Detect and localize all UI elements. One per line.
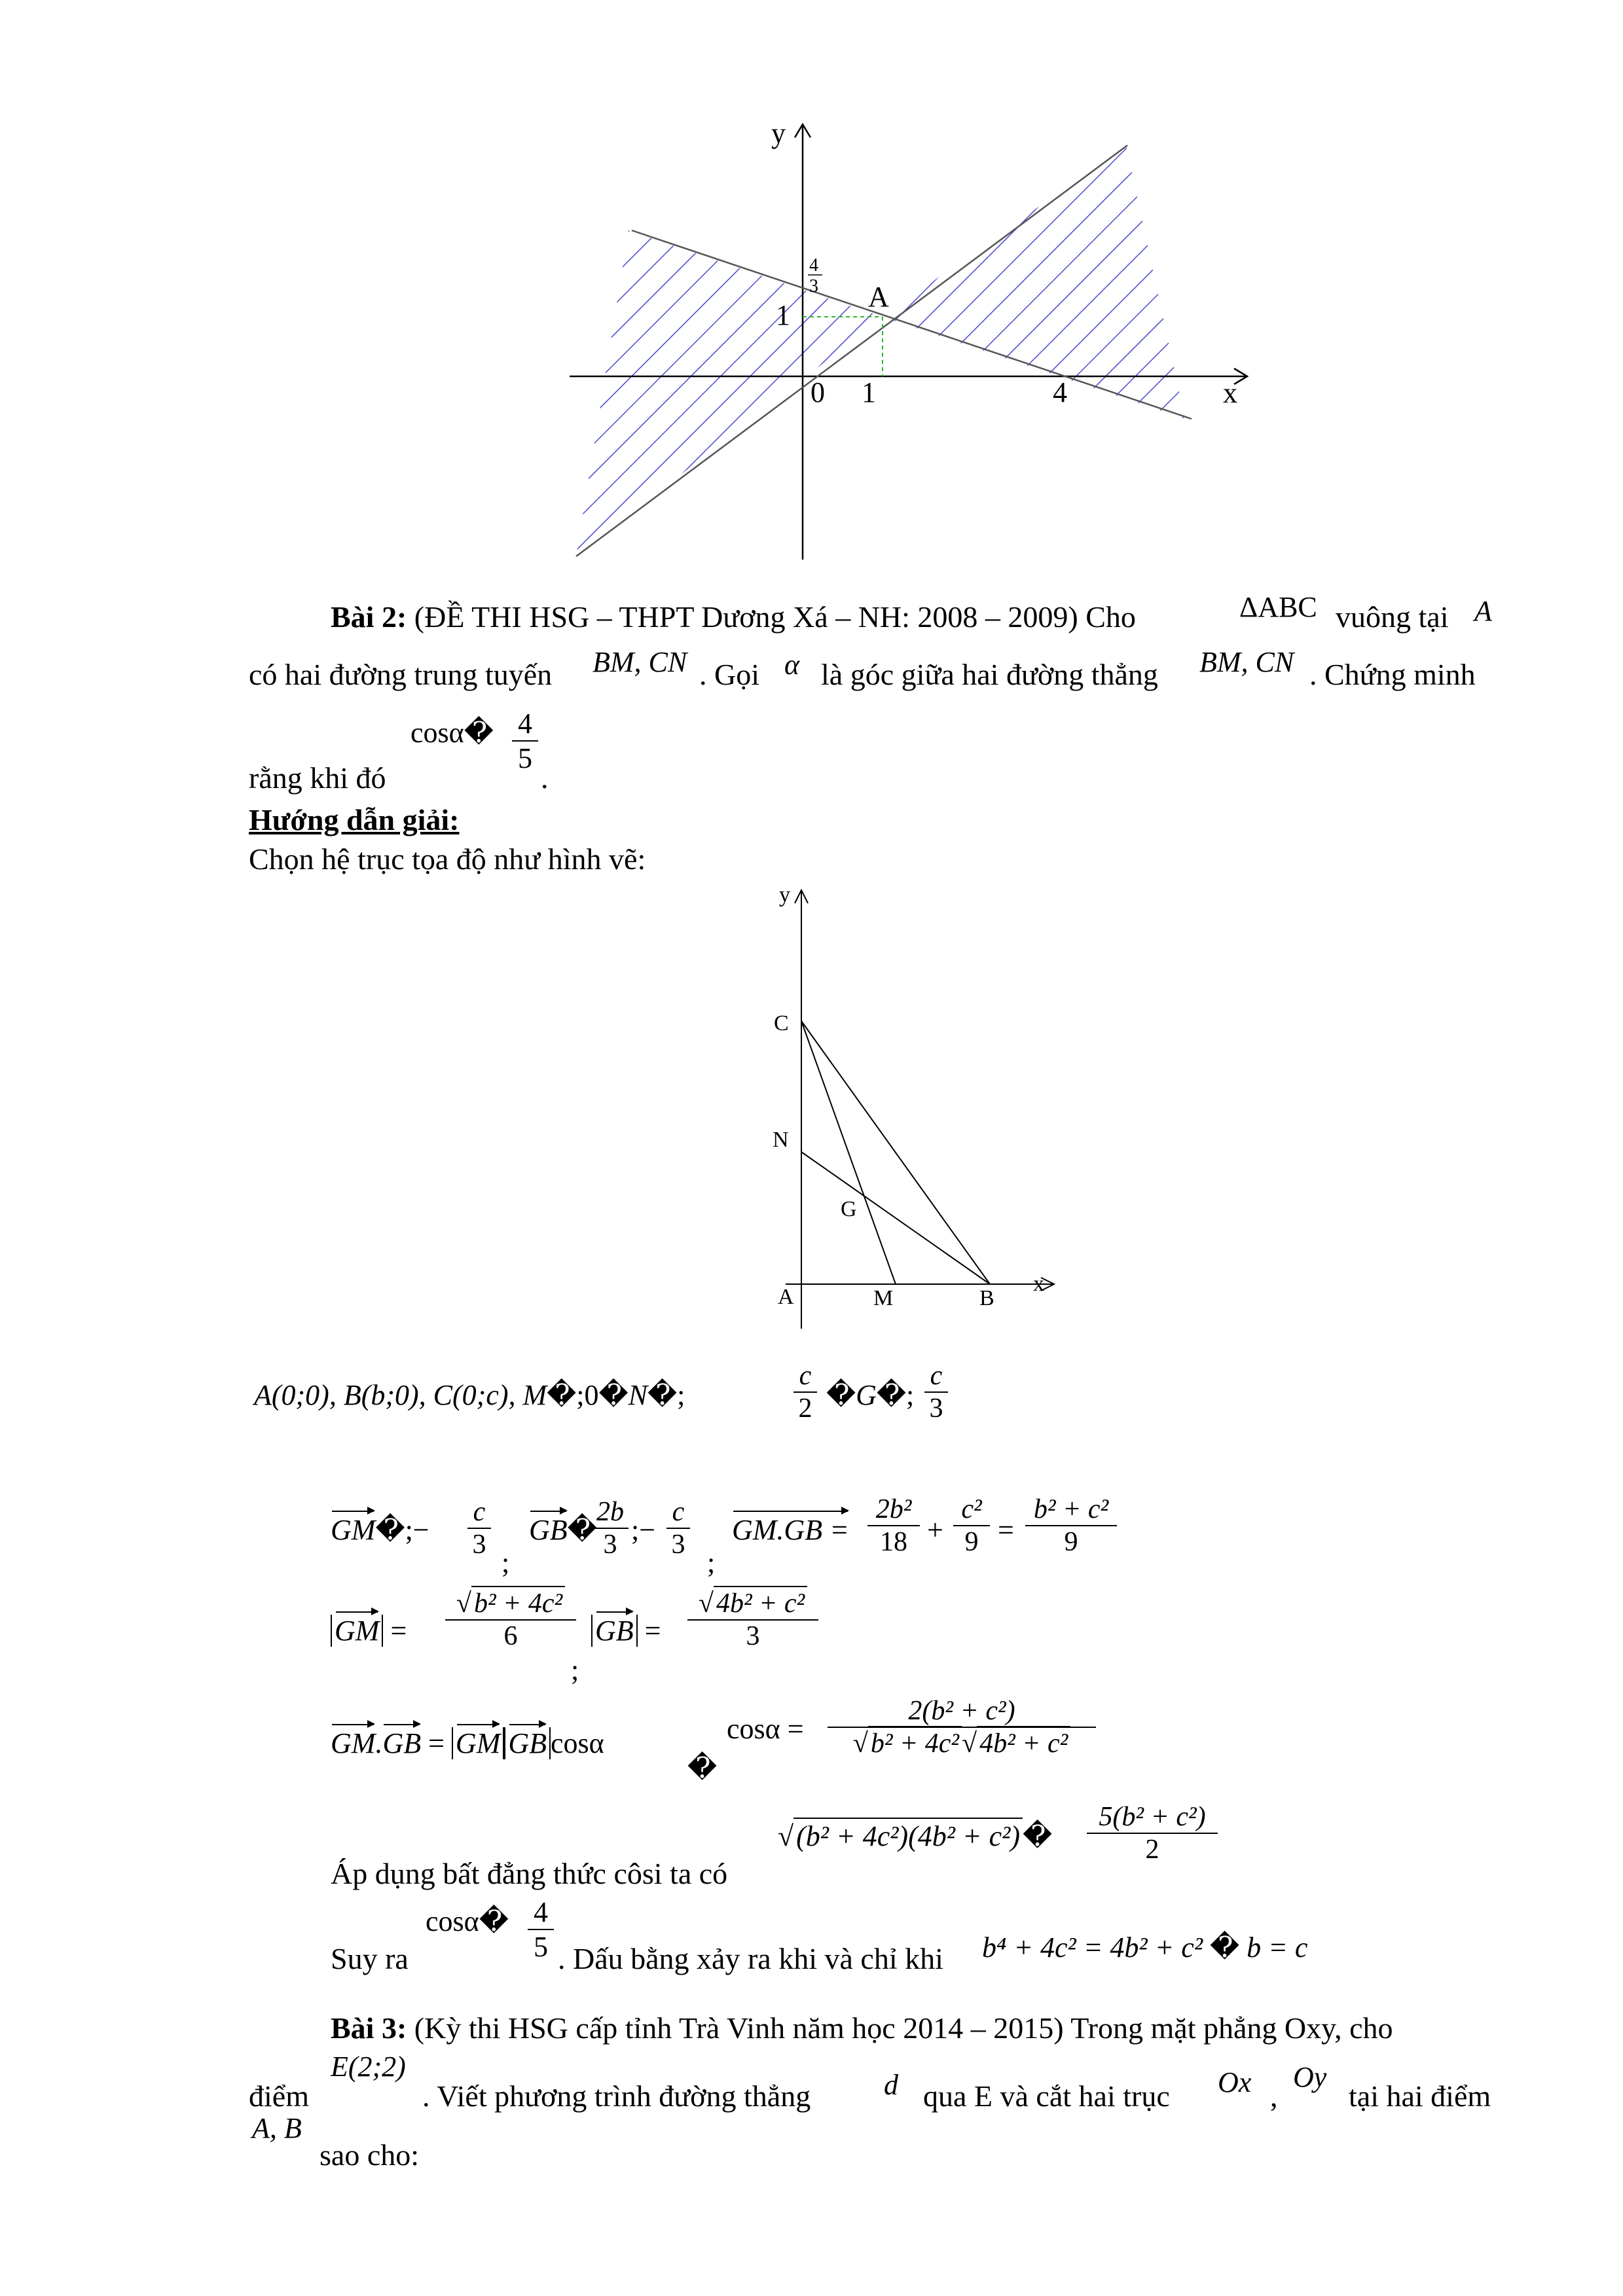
cos-frac-num: 2(b² + c²) [828, 1695, 1096, 1728]
abs-GM-den: 6 [503, 1621, 518, 1651]
bai2-ineq-glyph: � [464, 717, 494, 749]
abs-GB: GB [595, 1615, 634, 1647]
fig2-median-CM [801, 1021, 896, 1284]
coords-glyph-4: � [826, 1379, 856, 1411]
bai3-diem: điểm [249, 2079, 309, 2113]
fig2-label-C: C [774, 1011, 789, 1035]
abs-GM-frac: √b² + 4c² 6 [445, 1588, 576, 1652]
gb-frac-2b [592, 1496, 629, 1560]
sep-semicolon-2: ; [707, 1547, 716, 1579]
coords-frac-c3 [924, 1360, 948, 1424]
suy-ra-frac-den: 5 [534, 1931, 548, 1963]
bai2-line1 [331, 602, 1496, 632]
fig1-tick-x1: 1 [862, 376, 876, 408]
sep-semicolon-3: ; [571, 1654, 579, 1686]
suy-ra-glyph: � [479, 1905, 509, 1937]
cauchy-frac-den: 2 [1145, 1835, 1159, 1865]
abs-GB-eq: = [644, 1615, 661, 1647]
cauchy-lhs: √(b² + 4c²)(4b² + c²)� [778, 1822, 1052, 1851]
bai3-AB: A, B [252, 2112, 302, 2144]
fig1-tick-y-den: 3 [809, 276, 818, 296]
dau-bang: . Dấu bằng xảy ra khi và chỉ khi [558, 1942, 943, 1975]
coords-G-text: G [856, 1379, 877, 1411]
bai2-chung-minh: . Chứng minh [1309, 658, 1476, 691]
formula-dot [732, 1516, 849, 1545]
coords-glyph-2: � [598, 1379, 629, 1411]
gb-frac-2b-num: 2b [592, 1496, 629, 1529]
cos-frac: 2(b² + c²) √b² + 4c²√4b² + c² [828, 1695, 1096, 1759]
fig2-label-B: B [979, 1286, 994, 1310]
fig1-x-label: x [1223, 377, 1237, 409]
bai2-triangle: ΔABC [1239, 591, 1317, 623]
bai2-period: . [541, 761, 549, 795]
dot-plus: + [927, 1514, 943, 1546]
cos-frac-den-2: 4b² + c² [977, 1726, 1070, 1759]
cauchy-glyph: � [1022, 1820, 1053, 1852]
gm-frac [467, 1496, 491, 1560]
coords-glyph-3: � [647, 1379, 678, 1411]
fig1-tick-y-num: 4 [809, 255, 818, 276]
dot-frac-3-den: 9 [1064, 1527, 1078, 1557]
abs-GM-sqrt: b² + 4c² [471, 1586, 565, 1619]
b-eq-c: b = c [1247, 1931, 1308, 1964]
fig1-tick-x4: 4 [1053, 376, 1067, 408]
suy-ra-cos-text: cosα [426, 1905, 479, 1937]
ap-dung: Áp dụng bất đẳng thức côsi ta có [331, 1857, 728, 1890]
bai2-rang-khi-do: rằng khi đó [249, 761, 386, 795]
fig2-label-A: A [778, 1285, 794, 1309]
dot-frac-2-den: 9 [964, 1527, 979, 1557]
coords-frac-c2 [793, 1360, 817, 1424]
fig2-median-BN [801, 1152, 990, 1284]
cos-eq: cosα = [727, 1713, 804, 1745]
dot-frac-2 [953, 1494, 990, 1558]
bai2-frac-den: 5 [518, 742, 532, 774]
dot-frac-1-num: 2b² [867, 1494, 920, 1526]
cauchy-frac-num: 5(b² + c²) [1087, 1801, 1218, 1834]
coords-G [826, 1381, 914, 1410]
figure-1-graph [0, 0, 1623, 576]
coords-semi: ; [677, 1379, 685, 1411]
formula-GB-vector [529, 1516, 597, 1545]
dot-frac-3-num: b² + c² [1025, 1494, 1117, 1526]
coords-semi-2: ; [906, 1379, 915, 1411]
coords-frac-c3-num: c [924, 1360, 948, 1393]
gb-frac-c3-den: 3 [671, 1530, 685, 1560]
fig1-origin-label: 0 [811, 376, 825, 408]
bai2-alpha: α [784, 649, 800, 681]
fig1-tick-y1: 1 [776, 299, 790, 331]
sep-semicolon-1: ; [501, 1547, 510, 1579]
formula-abs-GB [591, 1617, 661, 1645]
equality-condition [982, 1933, 1307, 1962]
gb-frac-2b-den: 3 [603, 1530, 617, 1560]
bai2-title: Bài 2: [331, 600, 407, 634]
bai3-point-E: E(2;2) [331, 2051, 406, 2083]
coords-text: A(0;0), B(b;0), C(0;c), M [254, 1379, 547, 1411]
bai2-line2a: có hai đường trung tuyến [249, 658, 553, 691]
bai3-tai: tại hai điểm [1349, 2079, 1491, 2113]
vec-GB: GB [529, 1514, 568, 1546]
bai2-cos-text: cosα [410, 717, 464, 749]
fig2-label-G: G [841, 1197, 857, 1221]
fig2-label-M: M [873, 1286, 894, 1310]
bai2-medians: BM, CN [593, 646, 687, 678]
bai2-frac [512, 707, 538, 775]
coords-frac-c2-den: 2 [798, 1393, 812, 1424]
dot-frac-1-den: 18 [880, 1527, 907, 1557]
equality-glyph: � [1210, 1931, 1240, 1964]
bai2-line2b: là góc giữa hai đường thẳng [821, 658, 1158, 691]
bai2-goi: . Gọi [699, 658, 759, 691]
bai3-sao-cho: sao cho: [319, 2138, 420, 2172]
bai2-vertex-A: A [1474, 595, 1492, 627]
fig2-label-y: y [779, 883, 790, 907]
fig2-label-x: x [1033, 1272, 1044, 1296]
dot-frac-1 [867, 1494, 920, 1558]
abs-GM: GM [335, 1615, 380, 1647]
gb-frac-c3 [666, 1496, 690, 1560]
bai2-source: (ĐỀ THI HSG – THPT Dương Xá – NH: 2008 – 2009) Cho [414, 600, 1136, 634]
bai2-cos-alpha [410, 719, 494, 747]
gm-neg: ;− [405, 1514, 429, 1546]
huong-dan-title: Hướng dẫn giải: [249, 803, 460, 836]
gb-glyph: � [567, 1514, 597, 1546]
formula-GM-vector [331, 1516, 429, 1545]
vec-GM: GM [331, 1514, 376, 1546]
cauchy-lhs-text: (b² + 4c²)(4b² + c²) [793, 1818, 1023, 1852]
dot-frac-3 [1025, 1494, 1117, 1558]
bai3-qua: qua E và cắt hai trục [923, 2079, 1170, 2113]
cauchy-frac [1087, 1801, 1218, 1865]
suy-ra-cos [426, 1907, 509, 1936]
bai3-d: d [884, 2069, 898, 2101]
abs-GB-frac: √4b² + c² 3 [687, 1588, 818, 1652]
bai2-vuong-tai: vuông tại [1336, 600, 1449, 634]
coords-N: N [628, 1379, 647, 1411]
fig1-y-label: y [771, 117, 786, 149]
dot-eq2: = [998, 1514, 1014, 1546]
abs-GM-eq: = [390, 1615, 407, 1647]
bai2-medians-2: BM, CN [1199, 646, 1294, 678]
bai3-comma: , [1270, 2079, 1278, 2113]
bai3-line1 [331, 2013, 1393, 2043]
coords-frac-c3-den: 3 [929, 1393, 943, 1424]
fig2-side-CB [801, 1021, 990, 1284]
gb-neg: ;− [631, 1514, 656, 1546]
abs-GB-sqrt: 4b² + c² [714, 1586, 807, 1619]
formula-abs-GM [331, 1617, 407, 1645]
suy-ra: Suy ra [331, 1942, 409, 1975]
bai2-frac-num: 4 [512, 707, 538, 742]
coords-glyph-1: � [547, 1379, 577, 1411]
bai3-Ox: Ox [1218, 2066, 1252, 2098]
equality-text: b⁴ + 4c² = 4b² + c² [982, 1931, 1203, 1964]
formula-coords [254, 1381, 685, 1410]
cos-glyph: � [687, 1752, 718, 1784]
bai3-Oy: Oy [1293, 2061, 1327, 2093]
coords-tail: ;0 [576, 1379, 599, 1411]
cos-frac-den-1: b² + 4c² [868, 1726, 962, 1759]
coords-glyph-5: � [876, 1379, 907, 1411]
shaded-region-right [883, 145, 1185, 419]
dot-eq: GM.GB = [732, 1514, 849, 1546]
fig2-label-N: N [773, 1128, 789, 1152]
coords-frac-c2-num: c [793, 1360, 817, 1393]
chon-he-truc: Chọn hệ trục tọa độ như hình vẽ: [249, 842, 646, 876]
gm-frac-den: 3 [472, 1530, 486, 1560]
shaded-region-left [576, 230, 883, 556]
suy-ra-frac-num: 4 [528, 1895, 554, 1930]
dot-frac-2-num: c² [953, 1494, 990, 1526]
gm-glyph: � [375, 1514, 405, 1546]
abs-GB-den: 3 [746, 1621, 760, 1651]
formula-cos-relation: GM.GB = GM GB cosα [331, 1727, 604, 1759]
gm-frac-num: c [467, 1496, 491, 1529]
fig1-point-A: A [868, 281, 889, 313]
gb-frac-c3-num: c [666, 1496, 690, 1529]
cos-relation-cos: cosα [551, 1727, 604, 1759]
figure-2-triangle [0, 870, 1623, 1342]
bai3-title: Bài 3: [331, 2011, 407, 2045]
bai3-source: (Kỳ thi HSG cấp tỉnh Trà Vinh năm học 2014 – 2015) Trong mặt phẳng Oxy, cho [414, 2011, 1393, 2045]
suy-ra-frac [528, 1895, 554, 1964]
bai3-viet: . Viết phương trình đường thẳng [422, 2079, 811, 2113]
